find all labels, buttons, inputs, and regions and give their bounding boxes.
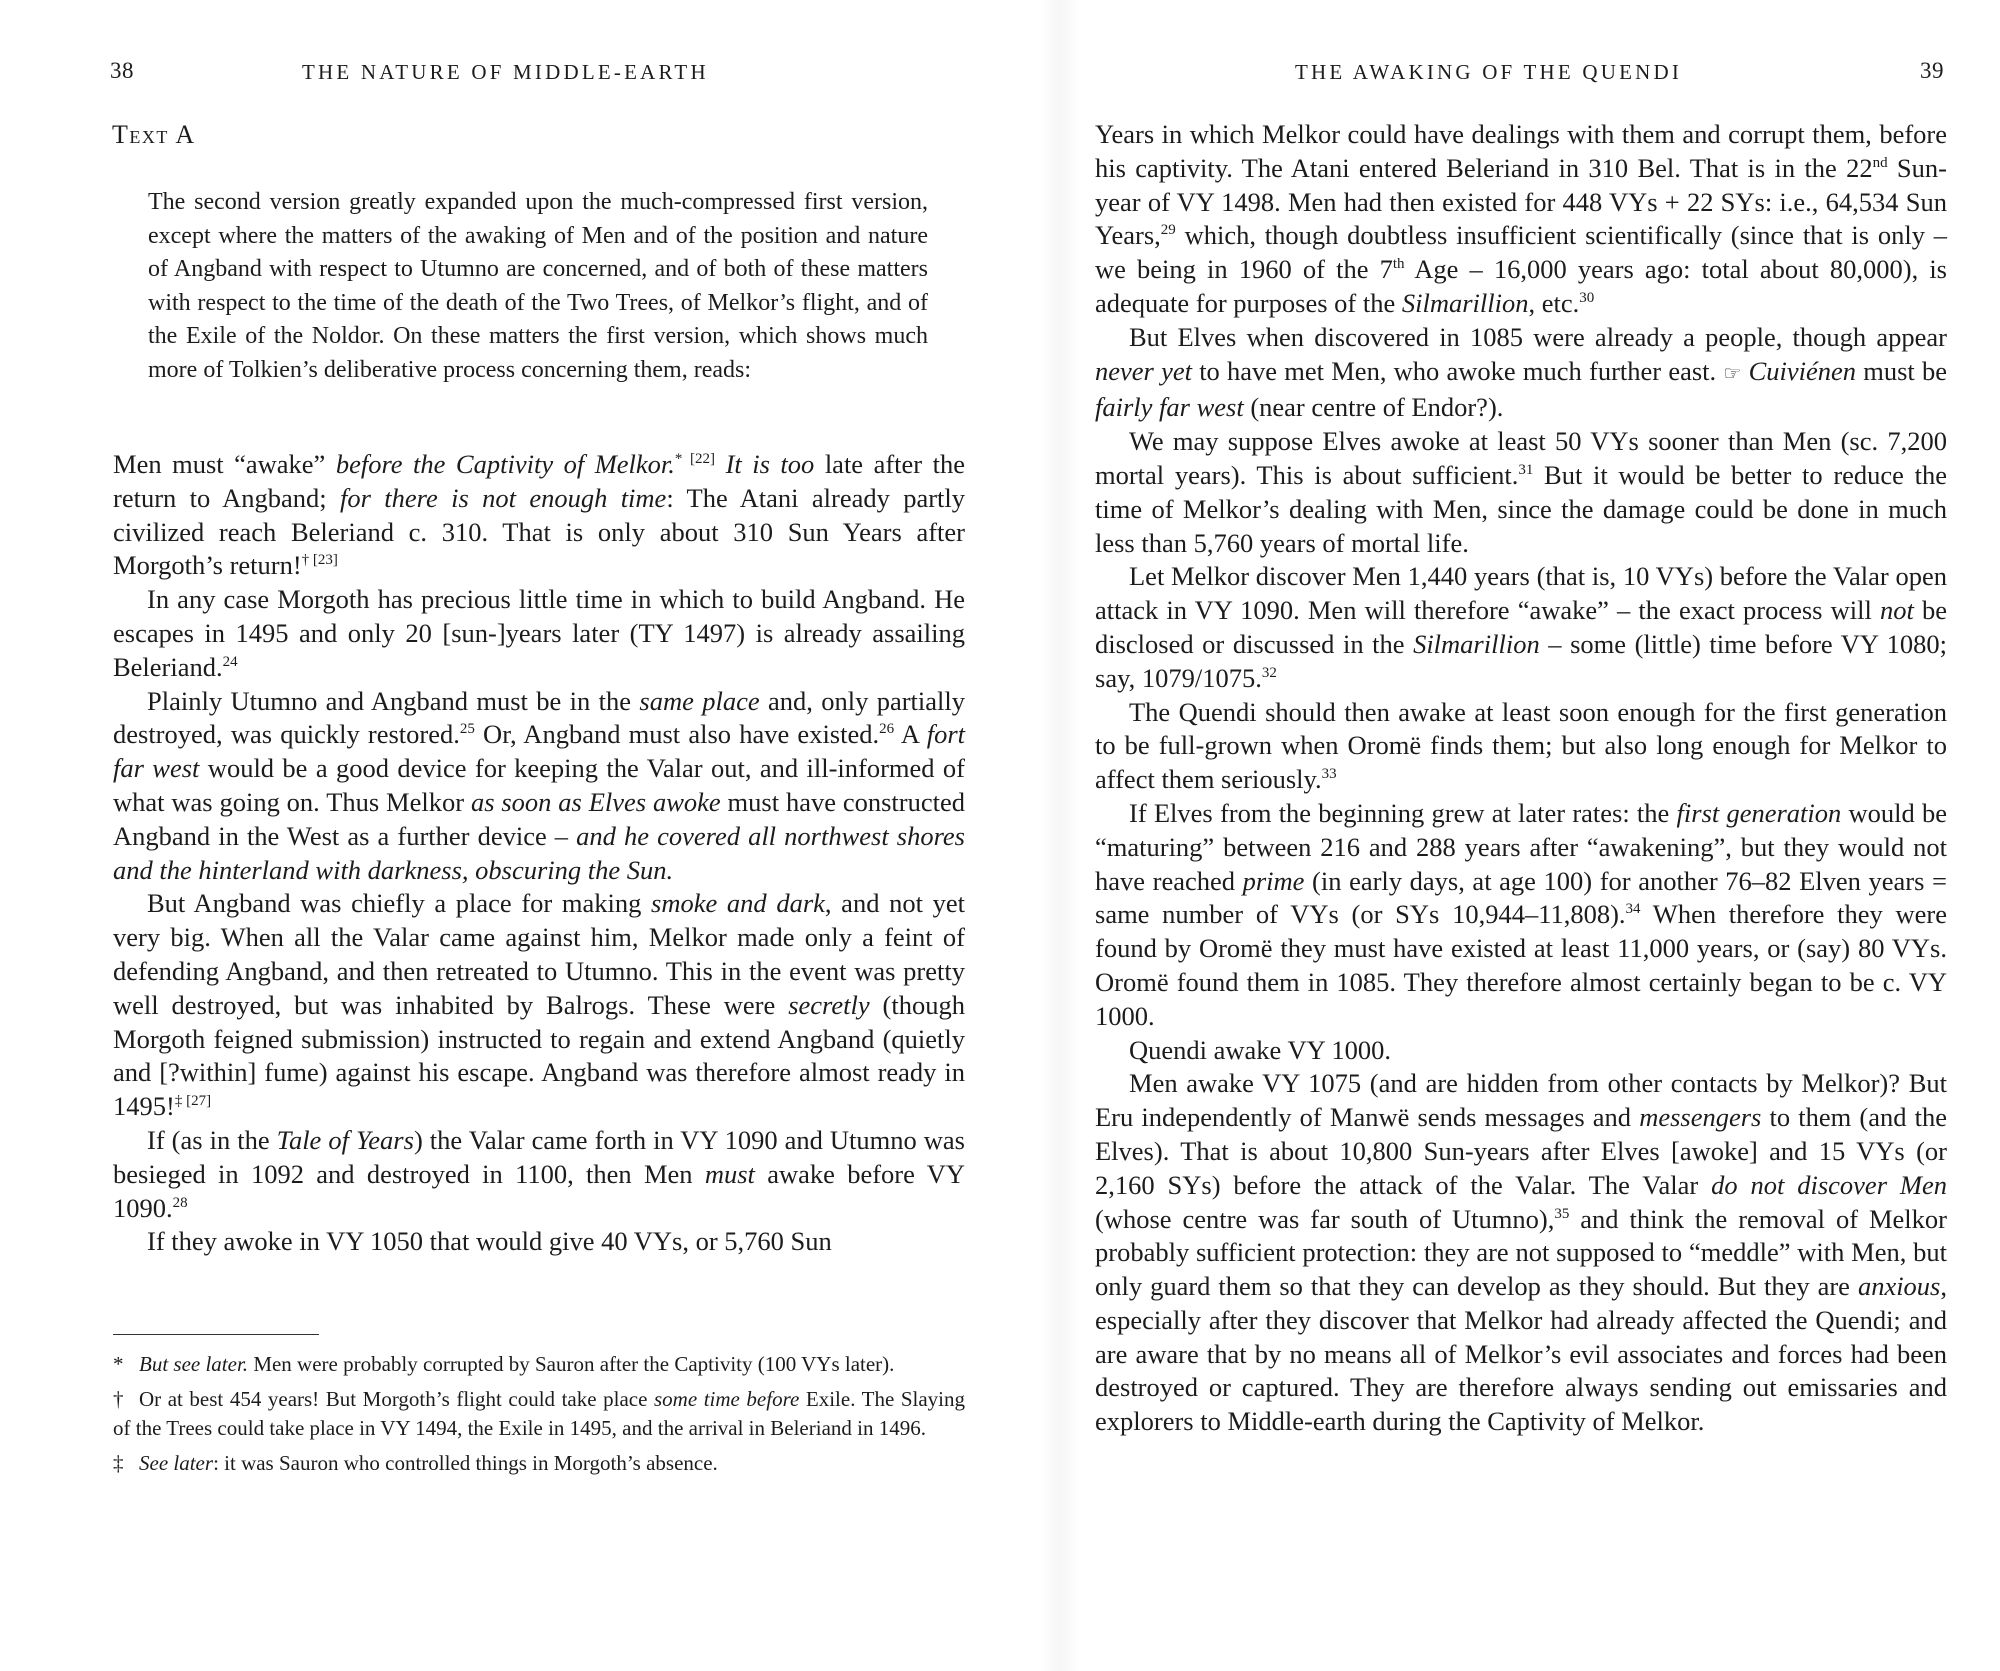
footnote-rule (113, 1334, 319, 1335)
left-paragraph-6: If they awoke in VY 1050 that would give 40 VYs, or 5,760 Sun (147, 1226, 832, 1257)
right-body-text (1095, 118, 1947, 1439)
right-page-number: 39 (1920, 58, 1944, 83)
intro-text: The second version greatly expanded upon the much-compressed first version, except where the matters of the awaking of Men and of the position and nature of Angband with respect to Utumno are concerned, and of both of these matters with respect to the time of the death of the Two Trees, of Melkor’s flight, and of the Exile of the Noldor. On these matters the first version, which shows much more of Tolkien’s deliberative process concerning them, reads: (148, 189, 928, 383)
right-page (1000, 0, 2000, 1671)
left-running-head: THE NATURE OF MIDDLE-EARTH (302, 60, 709, 84)
pointing-hand-icon: ☞ (1723, 362, 1742, 385)
right-paragraph-1: Years in which Melkor could have dealings with them and corrupt them, before his captivity. The Atani entered Beleriand in 310 Bel. That is in the 22nd Sun-year of VY 1498. Men had then existed for 448 VYs + 22 SYs: i.e., 64,534 Sun Years,$^{29}$ which, though doubtless insufficient scientifically (since that is only – we being in 1960 of the 7th Age – 16,000 years ago: total about 80,000), is adequate for purposes of the Silmarillion, etc.$^{30}$ (1095, 119, 1947, 318)
right-paragraph-3: We may suppose Elves awoke at least 50 VYs sooner than Men (sc. 7,200 mortal years). This is about sufficient.$^{31}$ But it would be better to reduce the time of Melkor’s dealing with Men, since the damage could be done in much less than 5,760 years of mortal life. (1095, 426, 1947, 558)
left-paragraph-2: In any case Morgoth has precious little time in which to build Angband. He escapes in 1495 and only 20 [sun-]years later (TY 1497) is already assailing Beleriand.$^{24}$ (113, 584, 965, 682)
left-body-text (113, 448, 965, 1259)
right-paragraph-4: Let Melkor discover Men 1,440 years (that is, 10 VYs) before the Valar open attack in VY 1090. Men will therefore “awake” – the exact process will not be disclosed or discussed in the Silmarillion – some (little) time before VY 1080; say, 1079/1075.32 (1095, 561, 1947, 693)
footnote-2: † Or at best 454 years! But Morgoth’s flight could take place some time before Exile. The Slaying of the Trees could take place in VY 1494, the Exile in 1495, and the arrival in Beleriand in 1496. (113, 1387, 965, 1440)
right-paragraph-7: Quendi awake VY 1000. (1129, 1034, 1391, 1065)
footnotes (113, 1350, 965, 1484)
footnote-1: * But see later. Men were probably corrupted by Sauron after the Captivity (100 VYs later). (113, 1352, 895, 1376)
right-paragraph-6: If Elves from the beginning grew at later rates: the first generation would be “maturing” between 216 and 288 years after “awakening”, but they would not have reached prime (in early days, at age 100) for another 76–82 Elven years = same number of VYs (or SYs 10,944–11,808).$^{34}$ When therefore they were found by Oromë they must have existed at least 11,000 years, or (say) 80 VYs. Oromë found them in 1085. They therefore almost certainly began to be c. VY 1000. (1095, 797, 1948, 1031)
right-paragraph-5: The Quendi should then awake at least soon enough for the first generation to be full-grown when Oromë finds them; but also long enough for Melkor to affect them seriously.$^{33}$ (1095, 696, 1947, 795)
left-paragraph-1: Men must “awake” before the Captivity of Melkor.$^{* [22]}$ It is too late after the return to Angband; for there is not enough time: The Atani already partly civilized reach Beleriand c. 310. That is only about 310 Sun Years after Morgoth’s return!$^{\dagger [23]}$ (113, 449, 966, 581)
text-a-heading: Text A (112, 120, 196, 149)
left-paragraph-5: If (as in the Tale of Years) the Valar came forth in VY 1090 and Utumno was besieged in 1092 and destroyed in 1100, then Men must awake before VY 1090.28 (113, 1124, 965, 1223)
left-paragraph-4: But Angband was chiefly a place for making smoke and dark, and not yet very big. When all the Valar came against him, Melkor made only a feint of defending Angband, and then retreated to Utumno. This in the event was pretty well destroyed, but was inhabited by Balrogs. These were secretly (though Morgoth feigned submission) instructed to regain and extend Angband (quietly and [?within] fume) against his escape. Angband was therefore almost ready in 1495!$^{\ddagger [27]}$ (113, 888, 965, 1122)
right-running-head: THE AWAKING OF THE QUENDI (1295, 60, 1683, 84)
right-paragraph-8: Men awake VY 1075 (and are hidden from other contacts by Melkor)? But Eru independently of Manwë sends messages and messengers to them (and the Elves). That is about 10,800 Sun-years after Elves [awoke] and 15 VYs (or 2,160 SYs) before the attack of the Valar. The Valar do not discover Men (whose centre was far south of Utumno),$^{35}$ and think the removal of Melkor probably sufficient protection: they are not supposed to “meddle” with Men, but only guard them so that they can develop as they should. But they are anxious, especially after they discover that Melkor had already affected the Quendi; and are aware that by no means all of Melkor’s evil associates and forces had been destroyed or captured. They are therefore always sending out emissaries and explorers to Middle-earth during the Captivity of Melkor. (1095, 1068, 1948, 1437)
intro-paragraph (148, 186, 928, 388)
left-paragraph-3: Plainly Utumno and Angband must be in the same place and, only partially destroyed, was quickly restored.$^{25}$ Or, Angband must also have existed.$^{26}$ A fort far west would be a good device for keeping the Valar out, and ill-informed of what was going on. Thus Melkor as soon as Elves awoke must have constructed Angband in the West as a further device – and he covered all northwest shores and the hinterland with darkness, obscuring the Sun. (113, 685, 965, 885)
footnote-3: ‡ See later: it was Sauron who controlled things in Morgoth’s absence. (113, 1451, 718, 1475)
left-page-number: 38 (110, 58, 134, 83)
right-paragraph-2: But Elves when discovered in 1085 were already a people, though appear never yet to have met Men, who awoke much further east. ☞ Cuiviénen must be fairly far west (near centre of Endor?). (1095, 321, 1947, 423)
